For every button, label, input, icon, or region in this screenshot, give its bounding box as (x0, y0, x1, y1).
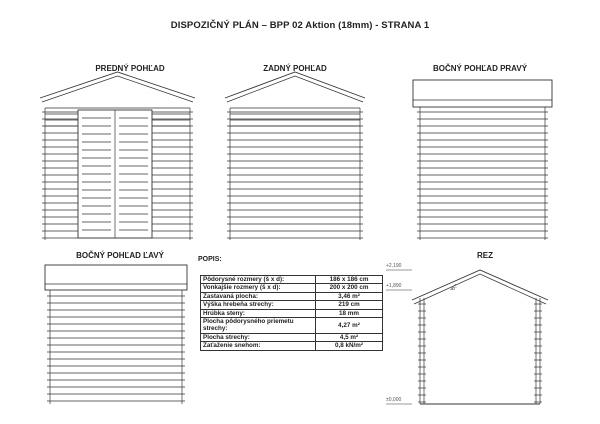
spec-value: 200 x 200 cm (316, 284, 383, 292)
table-row (201, 309, 383, 317)
right-view-title: BOČNÝ POHĽAD PRAVÝ (432, 64, 528, 73)
spec-label: Plocha strechy: (201, 333, 316, 341)
spec-table (200, 275, 383, 351)
roof-fascia (45, 265, 187, 290)
spec-value: 3,46 m² (316, 292, 383, 300)
spec-label: Vonkajšie rozmery (š x d): (201, 284, 316, 292)
page-title: DISPOZIČNÝ PLÁN – BPP 02 Aktion (18mm) - STRANA 1 (170, 20, 430, 31)
spec-value: 18 mm (316, 309, 383, 317)
roof-edge-inner (42, 76, 193, 102)
section-view-drawing (386, 270, 548, 404)
back-view-title: ZADNÝ POHĽAD (263, 64, 327, 73)
front-view-title: PREDNÝ POHĽAD (95, 64, 165, 73)
table-row (201, 292, 383, 300)
table-row (201, 318, 383, 334)
spec-label: Zastavaná plocha: (201, 292, 316, 300)
spec-value: 4,5 m² (316, 333, 383, 341)
roof-section-inner (414, 274, 546, 304)
table-row (201, 284, 383, 292)
roof-edge-inner (227, 76, 363, 102)
spec-label: Plocha pôdorysného priemetu strechy: (201, 318, 316, 334)
spec-label: Pôdorysné rozmery (š x d): (201, 276, 316, 284)
section-view-title: REZ (477, 251, 493, 260)
roof-angle-label: 20° (450, 286, 457, 291)
spec-value: 4,27 m² (316, 318, 383, 334)
level-mid-label: +1,890 (386, 283, 402, 289)
spec-label: Výška hrebeňa strechy: (201, 301, 316, 309)
level-top-label: +2,190 (386, 263, 402, 269)
roof-fascia (413, 80, 552, 107)
table-row (201, 301, 383, 309)
table-row (201, 276, 383, 284)
right-view-drawing (413, 80, 552, 240)
back-view-drawing (225, 72, 365, 240)
spec-label: Hrúbka steny: (201, 309, 316, 317)
spec-value: 219 cm (316, 301, 383, 309)
front-view-drawing (40, 72, 195, 240)
table-row (201, 342, 383, 350)
level-base-label: ±0,000 (386, 397, 402, 403)
popis-title: POPIS: (198, 256, 222, 263)
spec-label: Zaťaženie snehom: (201, 342, 316, 350)
table-row (201, 333, 383, 341)
left-view-title: BOČNÝ POHĽAD ĽAVÝ (76, 251, 164, 260)
spec-value: 186 x 186 cm (316, 276, 383, 284)
left-view-drawing (45, 265, 187, 404)
spec-value: 0,8 kN/m² (316, 342, 383, 350)
